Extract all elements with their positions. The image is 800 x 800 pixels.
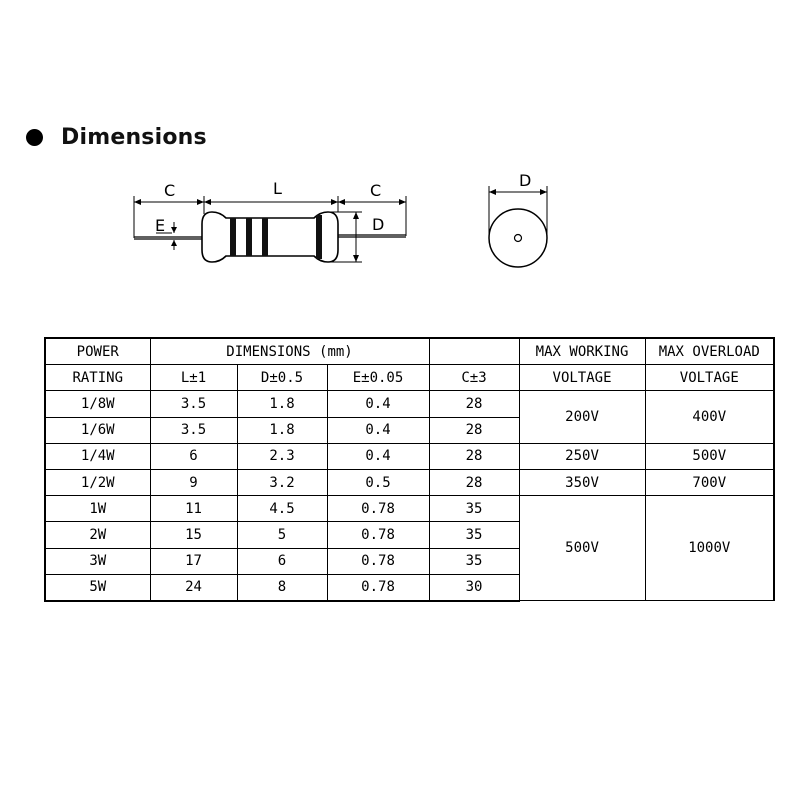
cell-l: 11 <box>150 496 237 522</box>
color-band-tolerance <box>316 215 322 259</box>
header-voltage-working: VOLTAGE <box>519 365 645 391</box>
cell-d: 6 <box>237 548 327 574</box>
cell-d: 8 <box>237 574 327 601</box>
label-d-side: D <box>372 215 385 234</box>
table-row <box>45 443 774 469</box>
cell-l: 6 <box>150 443 237 469</box>
arrow-icon <box>134 199 141 205</box>
cell-power: 1/6W <box>45 417 150 443</box>
cell-c: 28 <box>429 443 519 469</box>
arrow-icon <box>331 199 338 205</box>
cell-max-working: 250V <box>519 443 645 469</box>
cell-c: 35 <box>429 548 519 574</box>
cell-e: 0.78 <box>327 522 429 548</box>
color-band-2 <box>246 218 252 256</box>
cell-d: 5 <box>237 522 327 548</box>
header-dimensions: DIMENSIONS (mm) <box>150 338 429 365</box>
cell-e: 0.5 <box>327 469 429 495</box>
arrow-icon <box>399 199 406 205</box>
label-e: E <box>155 216 166 235</box>
cell-l: 24 <box>150 574 237 601</box>
color-band-1 <box>230 218 236 256</box>
header-c: C±3 <box>429 365 519 391</box>
cell-d: 3.2 <box>237 469 327 495</box>
cell-power: 5W <box>45 574 150 601</box>
table-header-row <box>45 365 774 391</box>
cell-max-working: 350V <box>519 469 645 495</box>
header-d: D±0.5 <box>237 365 327 391</box>
cell-power: 1/4W <box>45 443 150 469</box>
header-e: E±0.05 <box>327 365 429 391</box>
cell-e: 0.4 <box>327 443 429 469</box>
cell-max-working: 200V <box>519 391 645 443</box>
header-max-working: MAX WORKING <box>519 338 645 365</box>
cell-c: 30 <box>429 574 519 601</box>
header-max-overload: MAX OVERLOAD <box>645 338 774 365</box>
cell-power: 2W <box>45 522 150 548</box>
cell-max-overload: 500V <box>645 443 774 469</box>
cell-l: 3.5 <box>150 391 237 417</box>
table-header-row <box>45 338 774 365</box>
cell-c: 28 <box>429 469 519 495</box>
color-band-3 <box>262 218 268 256</box>
cell-l: 9 <box>150 469 237 495</box>
cell-max-overload: 1000V <box>645 496 774 601</box>
table-row <box>45 469 774 495</box>
arrow-icon <box>197 199 204 205</box>
cell-max-overload: 700V <box>645 469 774 495</box>
cell-l: 17 <box>150 548 237 574</box>
cell-c: 28 <box>429 417 519 443</box>
cell-d: 1.8 <box>237 391 327 417</box>
label-c-right: C <box>370 181 382 200</box>
cell-power: 3W <box>45 548 150 574</box>
arrow-icon <box>171 240 177 246</box>
cell-power: 1W <box>45 496 150 522</box>
header-l: L±1 <box>150 365 237 391</box>
cell-power: 1/8W <box>45 391 150 417</box>
lead-hole <box>515 235 522 242</box>
cell-max-overload: 400V <box>645 391 774 443</box>
section-title: Dimensions <box>61 124 207 150</box>
cell-l: 3.5 <box>150 417 237 443</box>
cell-c: 35 <box>429 496 519 522</box>
arrow-icon <box>489 189 496 195</box>
cell-d: 2.3 <box>237 443 327 469</box>
arrow-icon <box>171 227 177 233</box>
cell-power: 1/2W <box>45 469 150 495</box>
label-l: L <box>273 179 282 198</box>
header-rating: RATING <box>45 365 150 391</box>
cell-e: 0.4 <box>327 417 429 443</box>
arrow-icon <box>338 199 345 205</box>
arrow-icon <box>204 199 211 205</box>
cell-e: 0.78 <box>327 548 429 574</box>
cell-e: 0.78 <box>327 496 429 522</box>
cell-d: 4.5 <box>237 496 327 522</box>
cell-c: 35 <box>429 522 519 548</box>
cell-e: 0.78 <box>327 574 429 601</box>
table-row <box>45 496 774 522</box>
cell-e: 0.4 <box>327 391 429 417</box>
arrow-icon <box>540 189 547 195</box>
cell-c: 28 <box>429 391 519 417</box>
header-voltage-overload: VOLTAGE <box>645 365 774 391</box>
resistor-dimension-diagram <box>0 0 800 300</box>
table-row <box>45 391 774 417</box>
arrow-icon <box>353 255 359 262</box>
header-empty <box>429 338 519 365</box>
cell-d: 1.8 <box>237 417 327 443</box>
arrow-icon <box>353 212 359 219</box>
cell-max-working: 500V <box>519 496 645 601</box>
label-c-left: C <box>164 181 176 200</box>
label-d-end: D <box>519 171 532 190</box>
dimensions-table <box>44 337 775 602</box>
cell-l: 15 <box>150 522 237 548</box>
header-power: POWER <box>45 338 150 365</box>
